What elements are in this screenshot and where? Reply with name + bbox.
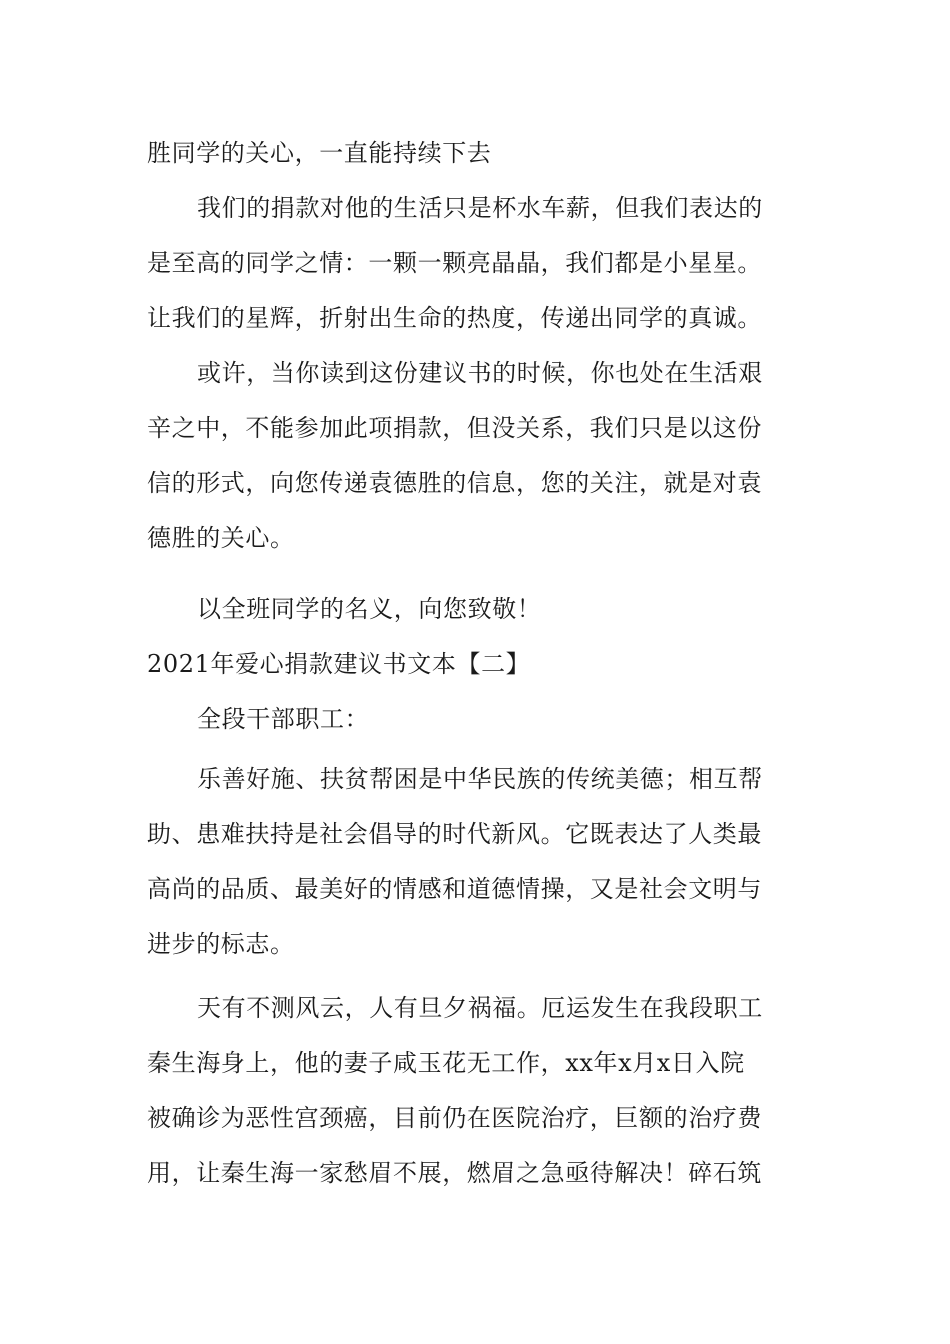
- text-line-3: 是至高的同学之情：一颗一颗亮晶晶，我们都是小星星。: [147, 249, 762, 277]
- section-heading: 2021年爱心捐款建议书文本【二】: [147, 650, 531, 678]
- text-line-14: 高尚的品质、最美好的情感和道德情操，又是社会文明与: [147, 875, 762, 903]
- text-line-4: 让我们的星辉，折射出生命的热度，传递出同学的真诚。: [147, 304, 762, 332]
- text-line-9: 以全班同学的名义，向您致敬！: [197, 595, 542, 623]
- text-line-18: 被确诊为恶性宫颈癌，目前仍在医院治疗，巨额的治疗费: [147, 1104, 762, 1132]
- text-line-12: 乐善好施、扶贫帮困是中华民族的传统美德；相互帮: [197, 765, 763, 793]
- text-line-16: 天有不测风云，人有旦夕祸福。厄运发生在我段职工: [197, 994, 763, 1022]
- text-line-13: 助、患难扶持是社会倡导的时代新风。它既表达了人类最: [147, 820, 762, 848]
- text-line-1: 胜同学的关心，一直能持续下去: [147, 139, 492, 167]
- text-line-6: 辛之中，不能参加此项捐款，但没关系，我们只是以这份: [147, 414, 762, 442]
- text-line-7: 信的形式，向您传递袁德胜的信息，您的关注，就是对袁: [147, 469, 762, 497]
- text-line-15: 进步的标志。: [147, 930, 295, 958]
- text-line-19: 用，让秦生海一家愁眉不展，燃眉之急亟待解决！碎石筑: [147, 1159, 762, 1187]
- text-line-5: 或许，当你读到这份建议书的时候，你也处在生活艰: [197, 359, 763, 387]
- text-line-17: 秦生海身上，他的妻子咸玉花无工作，xx年x月x日入院: [147, 1049, 745, 1077]
- text-line-11: 全段干部职工：: [197, 705, 370, 733]
- text-line-2: 我们的捐款对他的生活只是杯水车薪，但我们表达的: [197, 194, 763, 222]
- text-line-8: 德胜的关心。: [147, 524, 295, 552]
